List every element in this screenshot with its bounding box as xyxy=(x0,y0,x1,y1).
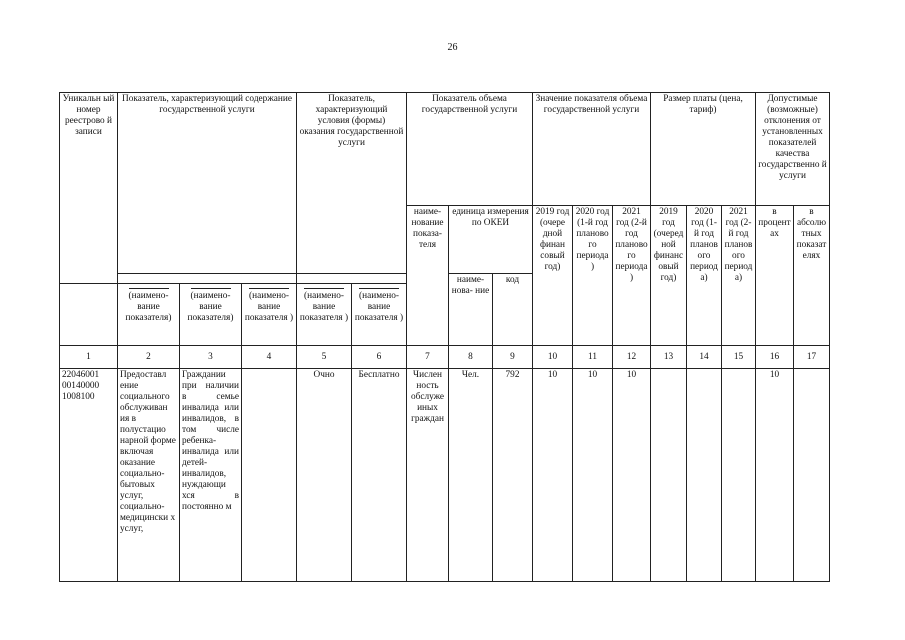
header-volume-indicator: Показатель объема государственной услуги xyxy=(407,93,533,206)
deviation-percent-cell: 10 xyxy=(756,369,794,582)
header-2021-fee: 2021 год (2- й год планов ого период а) xyxy=(722,206,756,346)
column-number: 4 xyxy=(242,346,297,369)
column-number: 3 xyxy=(180,346,242,369)
header-content-subname-1: (наимено- вание показателя) xyxy=(118,284,180,346)
header-unique-number: Уникальн ый номер реестрово й записи xyxy=(60,93,118,284)
header-condition-subname-2: (наимено- вание показателя ) xyxy=(352,284,407,346)
header-content-indicator: Показатель, характеризующий содержание государственной услуги xyxy=(118,93,297,274)
column-number-row xyxy=(60,346,830,369)
header-unit-name: наиме- нова- ние xyxy=(449,274,493,346)
header-conditions-indicator: Показатель, характеризующий условия (формы) оказания государственной услуги xyxy=(297,93,407,274)
header-in-percent: в процент ах xyxy=(756,206,794,346)
column-number: 6 xyxy=(352,346,407,369)
fee-2020-cell xyxy=(687,369,722,582)
conditions-indicator-spacer xyxy=(297,274,407,284)
unique-number-spacer xyxy=(60,284,118,346)
volume-2019-cell: 10 xyxy=(533,369,573,582)
header-volume-value: Значение показателя объема государственной услуги xyxy=(533,93,651,206)
content-indicator-3-cell xyxy=(242,369,297,582)
column-number: 12 xyxy=(613,346,651,369)
content-indicator-1-cell: Предоставл ение социального обслуживан ия в полустацио нарной форме включая оказание социально-бытовых услуг, социально-медицински х услуг, xyxy=(118,369,180,582)
table-row xyxy=(60,369,830,582)
column-number: 11 xyxy=(573,346,613,369)
volume-2021-cell: 10 xyxy=(613,369,651,582)
fee-2021-cell xyxy=(722,369,756,582)
header-fee-size: Размер платы (цена, тариф) xyxy=(651,93,756,206)
page-number: 26 xyxy=(447,42,458,53)
column-number: 15 xyxy=(722,346,756,369)
column-number: 14 xyxy=(687,346,722,369)
column-number: 17 xyxy=(794,346,830,369)
state-service-volume-table xyxy=(59,92,830,582)
indicator-name-cell: Числен ность обслуже иных граждан xyxy=(407,369,449,582)
header-indicator-name: наиме- нование показа- теля xyxy=(407,206,449,346)
header-2019-volume: 2019 год (очере дной финан совый год) xyxy=(533,206,573,346)
header-2021-volume: 2021 год (2-й год планово го периода ) xyxy=(613,206,651,346)
condition-indicator-2-cell: Бесплатно xyxy=(352,369,407,582)
column-number: 1 xyxy=(60,346,118,369)
header-condition-subname-1: (наимено- вание показателя ) xyxy=(297,284,352,346)
header-content-subname-2: (наимено- вание показателя) xyxy=(180,284,242,346)
deviation-absolute-cell xyxy=(794,369,830,582)
header-unit-okei: единица измерения по ОКЕИ xyxy=(449,206,533,274)
header-unit-code: код xyxy=(493,274,533,346)
volume-2020-cell: 10 xyxy=(573,369,613,582)
column-number: 16 xyxy=(756,346,794,369)
column-number: 9 xyxy=(493,346,533,369)
header-content-subname-3: (наимено- вание показателя ) xyxy=(242,284,297,346)
unit-name-cell: Чел. xyxy=(449,369,493,582)
header-in-absolute: в абсолю тных показат елях xyxy=(794,206,830,346)
registry-number-cell: 22046001 00140000 1008100 xyxy=(60,369,118,582)
column-number: 2 xyxy=(118,346,180,369)
condition-indicator-1-cell: Очно xyxy=(297,369,352,582)
unit-code-cell: 792 xyxy=(493,369,533,582)
column-number: 13 xyxy=(651,346,687,369)
column-number: 10 xyxy=(533,346,573,369)
header-2020-fee: 2020 год (1- й год планов ого период а) xyxy=(687,206,722,346)
content-indicator-spacer xyxy=(118,274,297,284)
header-2020-volume: 2020 год (1-й год планово го периода ) xyxy=(573,206,613,346)
header-2019-fee: 2019 год (очеред ной финанс овый год) xyxy=(651,206,687,346)
fee-2019-cell xyxy=(651,369,687,582)
content-indicator-2-cell: Граждании при наличии в семье инвалида или инвалидов, в том числе ребенка-инвалида или детей-инвалидов, нуждающи хся в постоянно м xyxy=(180,369,242,582)
column-number: 7 xyxy=(407,346,449,369)
column-number: 5 xyxy=(297,346,352,369)
header-deviations: Допустимые (возможные) отклонения от установленных показателей качества государственно й услуги xyxy=(756,93,830,206)
column-number: 8 xyxy=(449,346,493,369)
